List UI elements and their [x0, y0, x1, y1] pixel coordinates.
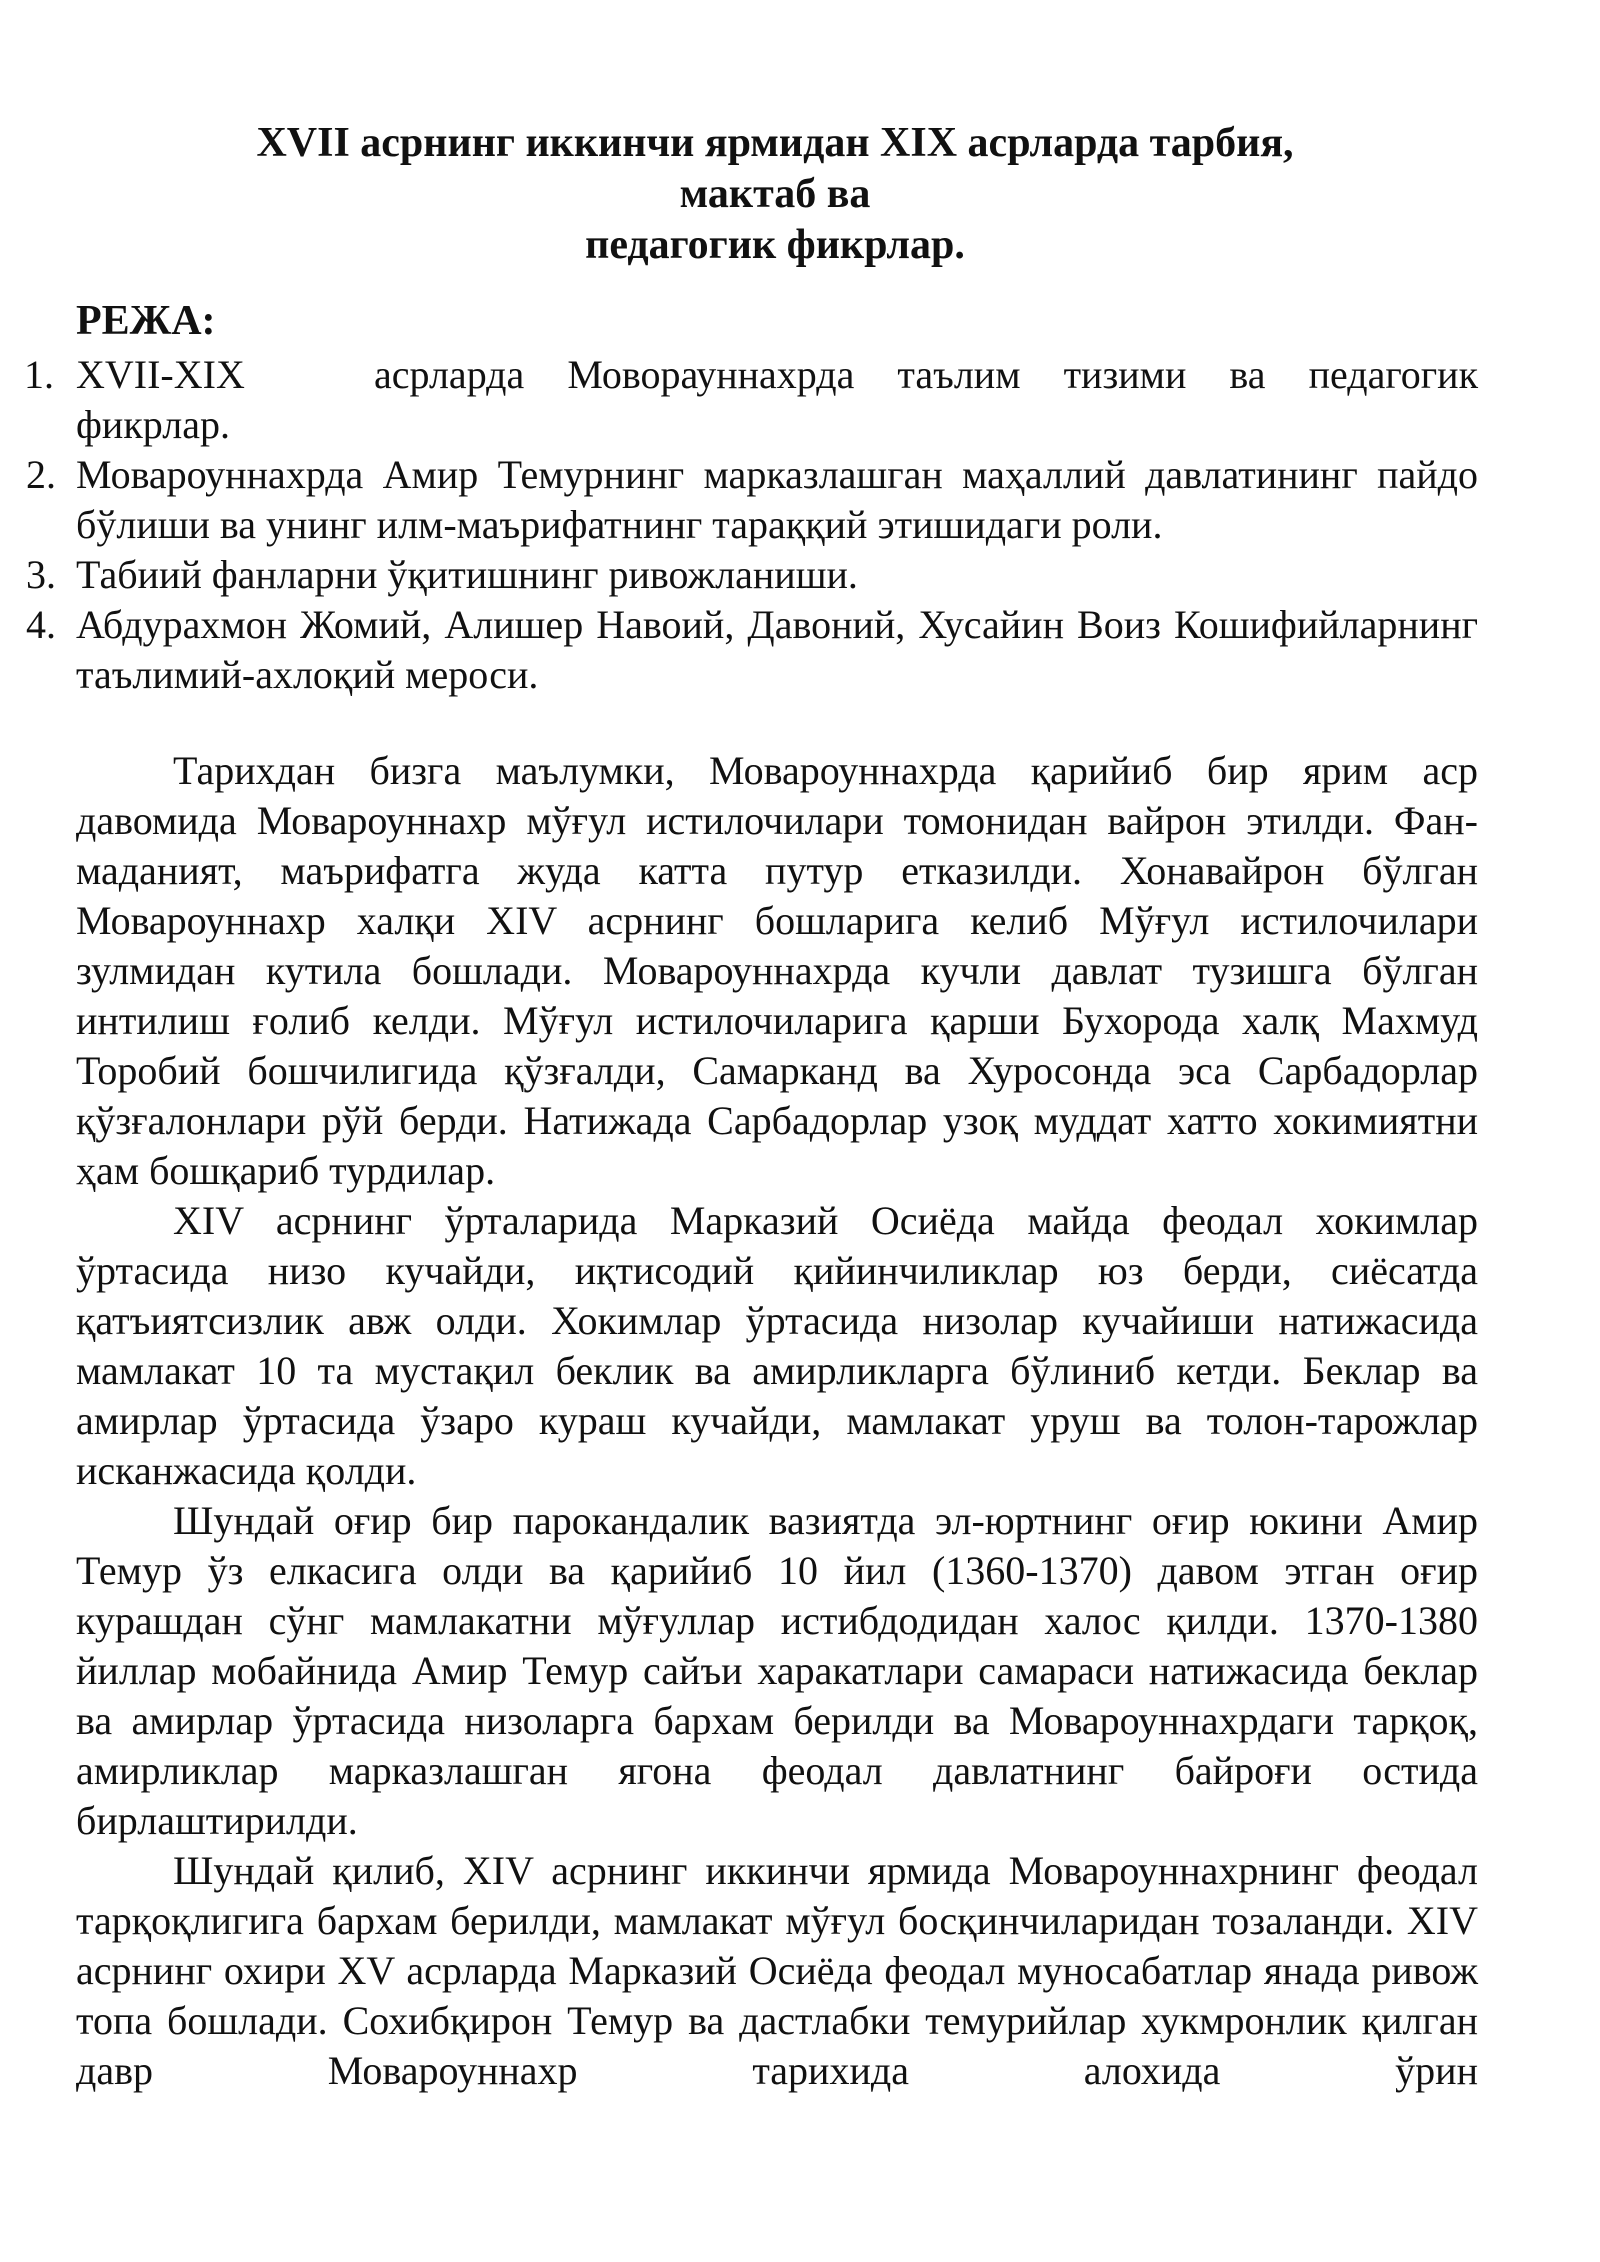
plan-item-text: XVII-XIX асрларда Моворауннахрда таълим тизими ва педагогик	[76, 352, 1478, 397]
body-paragraph: Шундай қилиб, XIV асрнинг иккинчи ярмида Мовароуннахрнинг феодал тарқоқлигига бархам берилди, мамлакат мўғул босқинчиларидан тозаланди. XIV асрнинг охири XV асрларда Марказий Осиёда феодал муносабатлар янада ривож топа бошлади. Сохибқирон Темур ва дастлабки темурийлар хукмронлик қилган давр Мовароуннахр тарихида алохида ўрин	[76, 1848, 1478, 2093]
plan-item	[26, 550, 1478, 600]
plan-item-text: Абдурахмон Жомий, Алишер Навоий, Давоний, Хусайин Воиз Кошифийларнинг таълимий-ахлоқий мероси.	[76, 602, 1478, 697]
plan-item	[26, 600, 1478, 700]
title-line: педагогик фикрлар.	[585, 222, 965, 268]
document-title	[120, 118, 1430, 271]
plan-item-text-continued: фикрлар.	[76, 402, 230, 447]
plan-item-text: Мовароуннахрда Амир Темурнинг марказлашган маҳаллий давлатининг пайдо бўлиши ва унинг илм-маърифатнинг тараққий этишидаги роли.	[76, 452, 1478, 547]
body-paragraph: Шундай оғир бир парокандалик вазиятда эл-юртнинг оғир юкини Амир Темур ўз елкасига олди ва қарийиб 10 йил (1360-1370) давом этган оғир курашдан сўнг мамлакатни мўғуллар истибдодидан халос қилди. 1370-1380 йиллар мобайнида Амир Темур сайъи харакатлари самараси натижасида беклар ва амирлар ўртасида низоларга бархам берилди ва Мовароуннахрдаги тарқоқ, амирликлар марказлашган ягона феодал давлатнинг байроғи остида бирлаштирилди.	[76, 1498, 1478, 1843]
title-line: мактаб ва	[679, 171, 871, 217]
title-line: XVII асрнинг иккинчи ярмидан XIX асрларда тарбия,	[256, 120, 1294, 166]
plan-item-number: 1.	[24, 352, 54, 397]
plan-item-number: 3.	[26, 552, 56, 597]
plan-item-number: 2.	[26, 452, 56, 497]
plan-heading: РЕЖА:	[76, 298, 216, 344]
document-body	[76, 746, 1478, 2096]
plan-item-number: 4.	[26, 602, 56, 647]
plan-item-text: Табиий фанларни ўқитишнинг ривожланиши.	[76, 552, 858, 597]
plan-item	[24, 350, 1478, 450]
plan-item	[26, 450, 1478, 550]
body-paragraph: Тарихдан бизга маълумки, Мовароуннахрда қарийиб бир ярим аср давомида Мовароуннахр мўғул истилочилари томонидан вайрон этилди. Фан- маданият, маърифатга жуда катта путур етказилди. Хонавайрон бўлган Мовароуннахр халқи XIV асрнинг бошларига келиб Мўғул истилочилари зулмидан кутила бошлади. Мовароуннахрда кучли давлат тузишга бўлган интилиш ғолиб келди. Мўғул истилочиларига қарши Бухорода халқ Махмуд Торобий бошчилигида қўзғалди, Самарканд ва Хуросонда эса Сарбадорлар қўзғалонлари рўй берди. Натижада Сарбадорлар узоқ муддат хатто хокимиятни ҳам бошқариб турдилар.	[76, 748, 1478, 1193]
plan-list	[24, 350, 1478, 700]
body-paragraph: XIV асрнинг ўрталарида Марказий Осиёда майда феодал хокимлар ўртасида низо кучайди, иқтисодий қийинчиликлар юз берди, сиёсатда қатъиятсизлик авж олди. Хокимлар ўртасида низолар кучайиши натижасида мамлакат 10 та мустақил беклик ва амирликларга бўлиниб кетди. Беклар ва амирлар ўртасида ўзаро кураш кучайди, мамлакат уруш ва толон-тарожлар исканжасида қолди.	[76, 1198, 1478, 1493]
